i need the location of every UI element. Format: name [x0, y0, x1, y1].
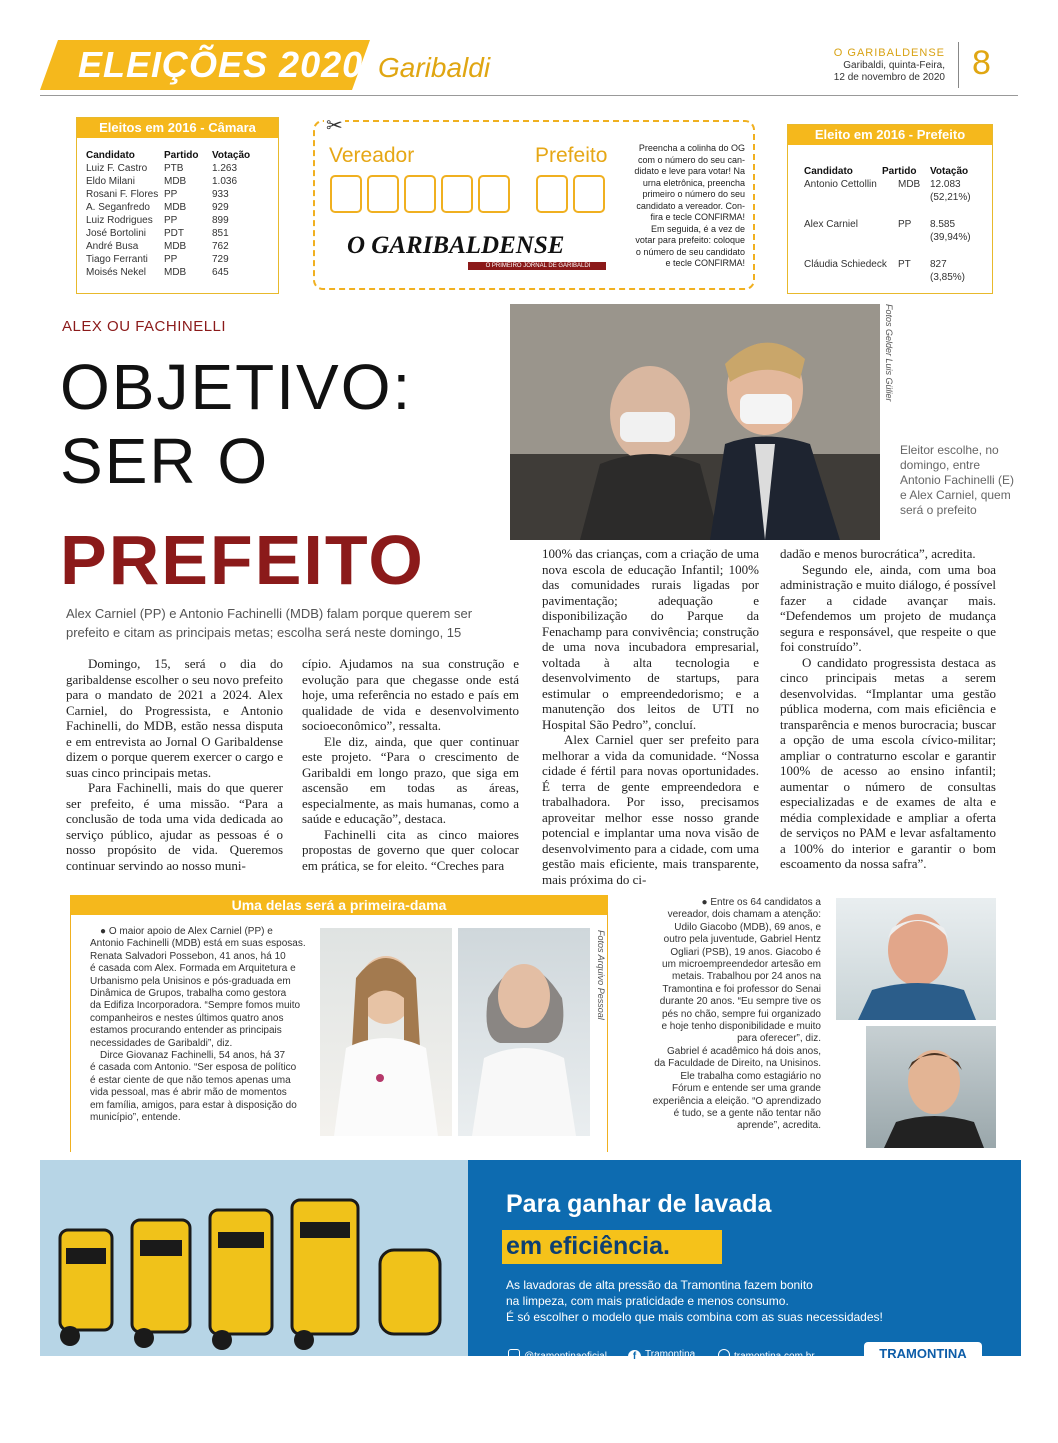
text-line: é casada com Antonio. “Ser esposa de político [90, 1062, 297, 1074]
instruction-line: o número de seu candidato [635, 246, 745, 257]
vereador-digit-2[interactable] [367, 175, 399, 213]
ad-headline-1: Para ganhar de lavada [506, 1190, 772, 1218]
instruction-line: com o número do seu can- [637, 154, 745, 165]
col-votacao: Votação [930, 166, 969, 177]
candidate-name: André Busa [86, 241, 139, 252]
ad-website-label: tramontina.com.br [734, 1351, 815, 1362]
instruction-line: Em seguida, é a vez de [650, 223, 745, 234]
text-line: estamos procurando entender as principais [90, 1025, 282, 1037]
candidate-name: Luiz F. Castro [86, 163, 148, 174]
candidate-name: Cláudia Schiedeck [804, 259, 887, 270]
candidate-votes: 729 [212, 254, 229, 265]
candidate-name: A. Seganfredo [86, 202, 150, 213]
candidate-votes: 1.263 [212, 163, 238, 174]
text-line: Ogliari (PSB), 19 anos. Giacobo é [670, 946, 821, 958]
text-line: e hoje tenho disponibilidade e muito [661, 1021, 821, 1033]
text-line: Tramontina e foi professor do Senai [662, 983, 821, 995]
candidate-votes: 12.083 [930, 179, 961, 190]
prefeito-table-title: Eleito em 2016 - Prefeito [788, 125, 992, 145]
primeira-dama-title: Uma delas será a primeira-dama [70, 895, 608, 915]
text-line: Dinâmica de Grupos, trabalha como gestora [90, 988, 287, 1000]
text-line: vida pessoal, mas é abrir mão de momentos [90, 1087, 287, 1099]
table-row [804, 218, 992, 258]
vereador-digit-4[interactable] [441, 175, 473, 213]
text-line: da Faculdade de Direito, na Unisinos. [654, 1058, 821, 1070]
text-line: município”, entende. [90, 1112, 181, 1124]
prefeito-label: Prefeito [535, 144, 608, 167]
text-line: Udilo Giacobo (MDB), 69 anos, e [674, 921, 821, 933]
article-column-3 [542, 546, 759, 887]
ad-headline-2: em eficiência. [506, 1232, 670, 1260]
ad-body-line-2: na limpeza, com mais praticidade e menos consumo. [506, 1294, 789, 1308]
text-line: metais. Trabalhou por 24 anos na [672, 971, 821, 983]
candidate-name: Luiz Rodrigues [86, 215, 153, 226]
prefeito-digit-1[interactable] [536, 175, 568, 213]
text-line: Antonio Fachinelli (MDB) está em suas esposas. [90, 938, 306, 950]
candidate-name: Moisés Nekel [86, 267, 147, 278]
prefeito-results-table [787, 124, 993, 294]
text-line: companheiros e nestes últimos quatro anos [90, 1012, 284, 1024]
table-row [86, 240, 278, 253]
text-line: um microempreendedor artesão em [662, 959, 821, 971]
section-city: Garibaldi [378, 52, 491, 83]
ad-body-line-3: É só escolher o modelo que mais combina com as suas necessidades! [506, 1310, 883, 1324]
candidate-votes-cell [930, 218, 971, 244]
article-paragraph: Segundo ele, ainda, com uma boa administração e muito diálogo, é possível fazer a cidade avançar mais. “Defendemos um projeto de mudança segura e responsável, que respeite o que foi construído”. [780, 561, 996, 654]
header-rule [40, 95, 1018, 96]
instruction-line: candidato a vereador. Con- [636, 200, 745, 211]
text-line: aprende”, acredita. [737, 1120, 821, 1132]
candidate-party: MDB [164, 267, 187, 278]
col-partido: Partido [882, 166, 917, 177]
text-line: experiência a eleição. “O aprendizado [652, 1095, 821, 1107]
article-lede: Alex Carniel (PP) e Antonio Fachinelli (MDB) falam porque querem ser prefeito e citam as principais metas; escolha será neste domingo, 15 [66, 606, 473, 640]
gabriel-photo [866, 1026, 996, 1148]
newspaper-logo: O GARIBALDENSE [347, 232, 565, 259]
ad-facebook[interactable] [628, 1349, 695, 1363]
dirce-photo [458, 928, 590, 1136]
article-column-4 [780, 546, 996, 872]
photo-credit: Fotos Gelder Luis Gülier [884, 304, 894, 402]
ad-website[interactable] [718, 1349, 815, 1362]
prefeito-digit-2[interactable] [573, 175, 605, 213]
article-column-2 [302, 656, 519, 873]
article-paragraph: cípio. Ajudamos na sua construção e evolução para que chegasse onde está hoje, uma referência no estado e país em qualidade de vida e desenvolvimento socioeconômico”, ressalta. [302, 656, 519, 733]
candidate-votes: 762 [212, 241, 229, 252]
table-row [86, 214, 278, 227]
candidate-votes: 1.036 [212, 176, 238, 187]
ad-instagram[interactable] [508, 1349, 607, 1362]
candidate-votes: 933 [212, 189, 229, 200]
candidate-percent: (3,85%) [930, 272, 966, 283]
article-paragraph: Alex Carniel quer ser prefeito para melhorar a vida da comunidade. “Nossa cidade é fértil para novas oportunidades. É terra de gente empreendedora e trabalhadora. Por isso, precisamos aproveitar melhor esse nosso grande potencial e implantar uma nova visão de desenvolvimento para a cidade, com uma gestão mais eficiente, mais transparente, mais próxima do ci- [542, 732, 759, 887]
article-paragraph: 100% das crianças, com a criação de uma nova escola de educação Infantil; 100% das comunidades rurais ligadas por pavimentação; adequação e disponibilização do Parque da Fenachamp para convivência; construção de uma nova incubadora empresarial, voltada à alta tecnologia e desenvolvimento de startups, para estimular o empreendedorismo; e a manutenção dos leitos de UTI no Hospital São Pedro”, concluí. [542, 546, 759, 732]
col-candidato: Candidato [804, 166, 853, 177]
article-paragraph: dadão e menos burocrática”, acredita. [780, 546, 976, 561]
text-line: da Edifiza Incorporadora. “Sempre fomos muito [90, 1000, 301, 1012]
primeira-dama-photo-credit: Fotos Arquivo Pessoal [596, 930, 606, 1020]
page-number: 8 [972, 44, 991, 82]
camara-results-table [76, 117, 279, 294]
ad-body [506, 1277, 883, 1325]
col-candidato: Candidato [86, 150, 135, 161]
text-line: Ele trabalha como estagiário no [680, 1070, 821, 1082]
table-row [804, 258, 992, 298]
candidate-votes: 8.585 [930, 219, 956, 230]
ad-product-panel [40, 1160, 468, 1356]
candidate-party: MDB [164, 202, 187, 213]
text-line: necessidades de Garibaldi”, diz. [90, 1037, 233, 1049]
candidate-party: MDB [164, 176, 187, 187]
table-row [86, 201, 278, 214]
tramontina-logo: TRAMONTINA [864, 1342, 982, 1366]
candidate-party: PT [898, 259, 911, 270]
date-line-1: Garibaldi, quinta-Feira, [843, 60, 945, 71]
prefeito-table-body [804, 178, 992, 298]
header-divider [958, 42, 959, 88]
text-line: durante 20 anos. “Eu sempre tive os [659, 996, 821, 1008]
table-row [86, 162, 278, 175]
candidate-percent: (39,94%) [930, 232, 971, 243]
text-line: é tudo, se a gente não tentar não [673, 1107, 821, 1119]
candidate-votes-cell [930, 178, 971, 204]
text-line: vereador, dois chamam a atenção: [667, 909, 821, 921]
ad-slogan: o prazer de fazer bonito [868, 1370, 964, 1380]
col-partido: Partido [164, 150, 199, 161]
table-row [804, 178, 992, 218]
table-row [86, 175, 278, 188]
ad-facebook-label: Tramontina [645, 1349, 696, 1360]
instagram-icon [508, 1349, 520, 1361]
col-votacao: Votação [212, 150, 251, 161]
candidate-name: José Bortolini [86, 228, 147, 239]
headline-line-1: OBJETIVO: [60, 351, 413, 423]
candidate-party: PP [164, 254, 178, 265]
candidate-party: PP [898, 219, 912, 230]
text-line: pés no chão, sempre fui organizado [662, 1008, 821, 1020]
candidate-name: Tiago Ferranti [86, 254, 148, 265]
camara-table-header [86, 149, 278, 162]
candidate-name: Antonio Cettollin [804, 179, 877, 190]
dirce-illustration [458, 928, 590, 1136]
camara-table-title: Eleitos em 2016 - Câmara [77, 118, 278, 138]
text-line: é estar ciente de que não temos apenas uma [90, 1074, 291, 1086]
text-line: para oferecer”, diz. [737, 1033, 821, 1045]
instruction-line: votar para prefeito: coloque [635, 235, 745, 245]
candidate-votes: 645 [212, 267, 229, 278]
candidate-party: MDB [164, 241, 187, 252]
gabriel-illustration [866, 1026, 996, 1148]
vereador-digit-5[interactable] [478, 175, 510, 213]
globe-icon [718, 1349, 730, 1361]
candidates-photo [510, 304, 880, 540]
headline-line-3: PREFEITO [60, 521, 425, 599]
candidate-percent: (52,21%) [930, 192, 971, 203]
candidate-name: Eldo Milani [86, 176, 135, 187]
article-paragraph: Domingo, 15, será o dia do garibaldense escolher o seu novo prefeito para o mandato de 2021 a 2024. Alex Carniel, do Progressista, e Antonio Fachinelli, do MDB, estão nessa disputa e em entrevista ao Jornal O Garibaldense dizem o porque querem exercer o cargo e suas cinco principais metas. [66, 656, 283, 780]
vereadores-text [625, 897, 821, 1133]
vereador-digit-1[interactable] [330, 175, 362, 213]
ballot-instructions [615, 143, 745, 270]
candidate-votes-cell [930, 258, 965, 284]
table-row [86, 253, 278, 266]
text-line: ● Entre os 64 candidatos a [701, 897, 821, 908]
text-line: em família, amigos, para estar à disposição do [90, 1099, 297, 1111]
candidates-photo-illustration [510, 304, 880, 540]
article-paragraph: Para Fachinelli, mais do que querer ser prefeito, é uma missão. “Para a conclusão de toda uma vida dedicada ao serviço público, ajudar as pessoas é o nosso propósito de vida. Queremos continuar servindo ao nosso muni- [66, 780, 283, 873]
camara-table-body [86, 162, 278, 279]
candidate-party: MDB [898, 179, 921, 190]
text-line: Fórum e entende ser uma grande [672, 1083, 821, 1095]
candidate-votes: 899 [212, 215, 229, 226]
section-title: ELEIÇÕES 2020 [78, 44, 364, 85]
ad-body-line-1: As lavadoras de alta pressão da Tramontina fazem bonito [506, 1278, 813, 1292]
candidate-party: PDT [164, 228, 184, 239]
instruction-line: e tecle CONFIRMA! [665, 258, 745, 268]
headline [60, 350, 412, 498]
primeira-dama-text [90, 926, 312, 1125]
newspaper-logo-tagline: O PRIMEIRO JORNAL DE GARIBALDI [485, 263, 591, 269]
text-line: Renata Salvadori Possebon, 41 anos, há 10 [90, 950, 286, 962]
candidate-votes: 827 [930, 259, 947, 270]
candidate-party: PP [164, 189, 178, 200]
ad-instagram-label: @tramontinaoficial [524, 1351, 607, 1362]
candidate-party: PP [164, 215, 178, 226]
date-line-2: 12 de novembro de 2020 [833, 72, 945, 83]
renata-illustration [320, 928, 452, 1136]
table-row [86, 188, 278, 201]
article-paragraph: Ele diz, ainda, que quer continuar este projeto. “Para o crescimento de Garibaldi em longo prazo, que siga em ascensão em todas as áreas, especialmente, as mais humanas, como a saúde e educação”, destaca. [302, 733, 519, 826]
udilo-photo [836, 898, 996, 1020]
instruction-line: primeiro o número do seu [642, 189, 745, 199]
text-line: é casada com Alex. Formada em Arquitetura e [90, 963, 296, 975]
pressure-washers-illustration [40, 1160, 468, 1356]
photo-caption: Eleitor escolhe, no domingo, entre Antonio Fachinelli (E) e Alex Carniel, quem será o prefeito [900, 443, 1015, 517]
table-row [86, 266, 278, 279]
article-paragraph: Fachinelli cita as cinco maiores propostas de governo que quer colocar em prática, se for eleito. “Creches para [302, 826, 519, 873]
candidate-votes: 851 [212, 228, 229, 239]
article-kicker: ALEX OU FACHINELLI [62, 318, 227, 335]
text-line: Dirce Giovanaz Fachinelli, 54 anos, há 37 [100, 1050, 286, 1062]
text-line: ● O maior apoio de Alex Carniel (PP) e [100, 926, 273, 937]
table-row [86, 227, 278, 240]
instruction-line: fira e tecle CONFIRMA! [650, 212, 745, 222]
instruction-line: didato e leve para votar! Na [634, 166, 745, 176]
candidate-votes: 929 [212, 202, 229, 213]
text-line: Gabriel é acadêmico há dois anos, [667, 1045, 821, 1057]
facebook-icon: f [628, 1350, 641, 1363]
prefeito-table-header [804, 165, 992, 178]
candidate-party: PTB [164, 163, 184, 174]
issue-date [780, 60, 945, 84]
text-line: Urbanismo pela Unisinos e pós-graduada em [90, 975, 291, 987]
text-line: outro pela juventude, Gabriel Hentz [663, 934, 821, 946]
renata-photo [320, 928, 452, 1136]
instruction-line: Preencha a colinha do OG [638, 143, 745, 153]
vereador-label: Vereador [329, 144, 415, 167]
instruction-line: urna eletrônica, preencha [642, 177, 745, 188]
article-column-1 [66, 656, 283, 873]
scissors-icon: ✂ [326, 115, 343, 137]
vereador-digit-3[interactable] [404, 175, 436, 213]
article-paragraph: O candidato progressista destaca as cinco principais metas a serem desenvolvidas. “Implantar uma gestão pública moderna, com mais eficiência e transparência e menos burocracia; buscar a opção de uma escola cívico-militar; ampliar o contraturno escolar e garantir 100% de acesso ao ensino infantil; aumentar o número de consultas especializadas e de exames de alta e média complexidade e ampliar a oferta de serviços no PAM e levar asfaltamento a 100% do interior e garantir o bom escoamento da nossa safra”. [780, 654, 996, 871]
publication-name: O GARIBALDENSE [833, 47, 945, 59]
candidate-name: Alex Carniel [804, 219, 858, 230]
candidate-name: Rosani F. Flores [86, 189, 159, 200]
headline-line-2: SER O [60, 425, 270, 497]
udilo-illustration [836, 898, 996, 1020]
